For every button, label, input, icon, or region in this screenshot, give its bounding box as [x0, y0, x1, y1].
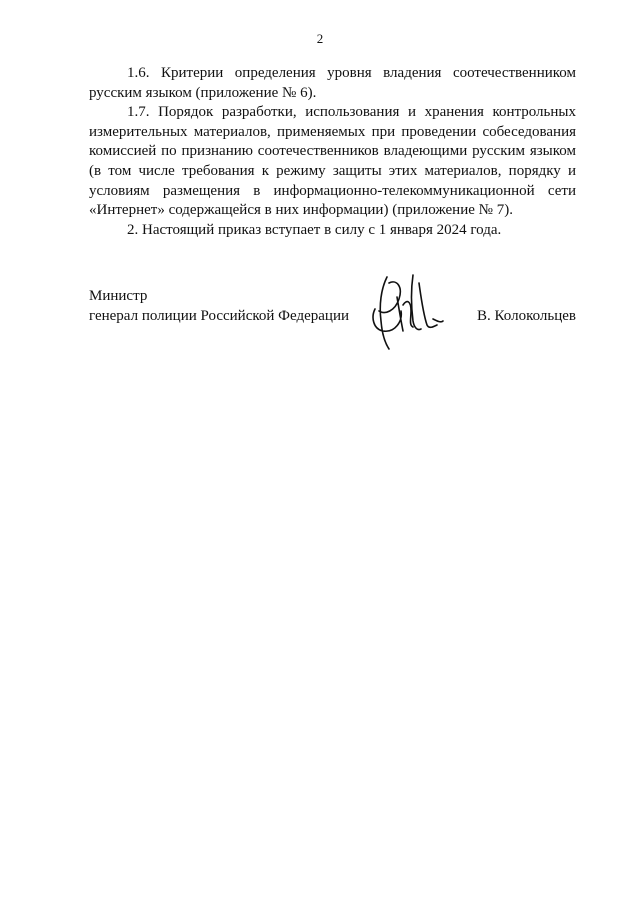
- signatory-title-line-2: генерал полиции Российской Федерации: [89, 308, 350, 324]
- document-body: [89, 64, 576, 240]
- paragraph-2: 2. Настоящий приказ вступает в силу с 1 января 2024 года.: [127, 221, 502, 238]
- signatory-name: В. Колокольцев: [477, 308, 576, 324]
- paragraph-1-7: 1.7. Порядок разработки, использования и хранения контрольных измерительных материалов, применяемых при проведении собеседования комиссией по признанию соотечественников владеющими русским языком (в том числе требования к режиму защиты этих материалов, порядку и условиям размещения в информационно-телекоммуникационной сети «Интернет» содержащейся в них информации) (приложение № 7).: [89, 104, 576, 219]
- signatory-title-line-1: Министр: [89, 288, 148, 304]
- signature-block: [89, 287, 576, 347]
- handwritten-signature-icon: [367, 269, 447, 353]
- paragraph-1-6: 1.6. Критерии определения уровня владения соотечественником русским языком (приложение № 6).: [89, 65, 576, 101]
- page-number: 2: [316, 31, 324, 46]
